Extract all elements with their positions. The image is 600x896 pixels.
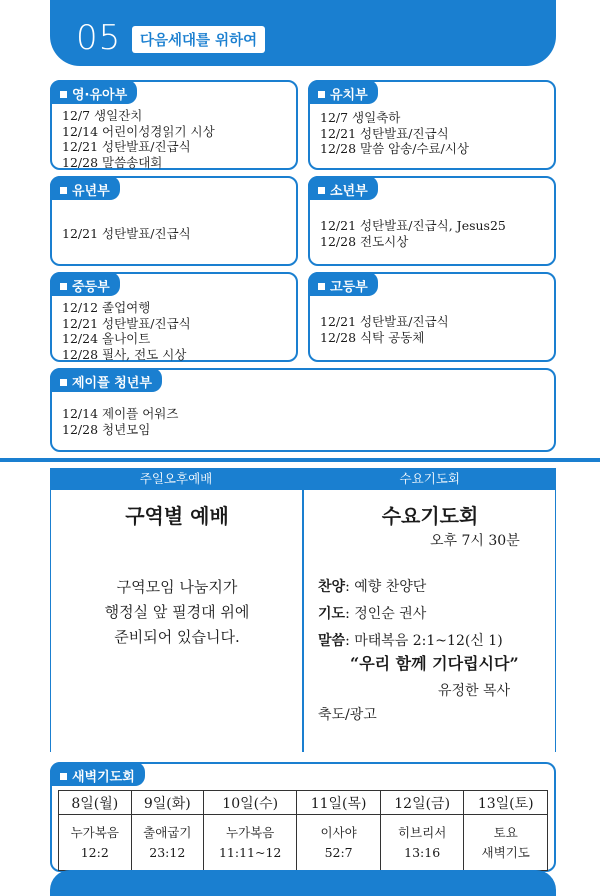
square-bullet-icon bbox=[318, 283, 325, 290]
dept-middle-header: 중등부 bbox=[50, 272, 120, 296]
verse-cell: 히브리서 13:16 bbox=[380, 815, 464, 871]
dept-youth-box bbox=[50, 368, 556, 452]
program-item-prayer: 기도: 정인순 권사 bbox=[318, 606, 427, 622]
verse-cell: 이사야 52:7 bbox=[297, 815, 381, 871]
dept-kinder-list: 12/7 생일축하 12/21 성탄발표/진급식 12/28 말씀 암송/수료/시상 bbox=[320, 110, 469, 156]
dept-middle-box bbox=[50, 272, 298, 362]
dept-infant-list: 12/7 생일잔치 12/14 어린이성경읽기 시상 12/21 성탄발표/진급식 12/28 말씀송대회 bbox=[62, 108, 215, 170]
preacher: 유정한 목사 bbox=[438, 683, 511, 699]
wednesday-title: 수요기도회 bbox=[381, 504, 479, 528]
dept-high-list: 12/21 성탄발표/진급식 12/28 식탁 공동체 bbox=[320, 314, 449, 345]
section-title: 다음세대를 위하여 bbox=[132, 26, 265, 53]
day-header: 10일(수) bbox=[204, 791, 297, 815]
dept-primary-box bbox=[50, 176, 298, 266]
dept-primary-list: 12/21 성탄발표/진급식 bbox=[62, 226, 191, 241]
day-header: 9일(화) bbox=[131, 791, 204, 815]
day-header: 13일(토) bbox=[464, 791, 548, 815]
footer-bar bbox=[50, 870, 556, 896]
dept-youth-header: 제이플 청년부 bbox=[50, 368, 162, 392]
divider-line bbox=[0, 458, 600, 462]
dept-infant-header: 영·유아부 bbox=[50, 80, 137, 104]
dept-kinder-box bbox=[308, 80, 556, 170]
day-header: 8일(월) bbox=[59, 791, 132, 815]
square-bullet-icon bbox=[318, 91, 325, 98]
sermon-title: “우리 함께 기다립시다” bbox=[350, 654, 519, 673]
day-header: 12일(금) bbox=[380, 791, 464, 815]
wednesday-bar: 수요기도회 bbox=[304, 468, 557, 490]
dept-junior-list: 12/21 성탄발표/진급식, Jesus25 12/28 전도시상 bbox=[320, 218, 506, 249]
day-header: 11일(목) bbox=[297, 791, 381, 815]
closing: 축도/광고 bbox=[318, 707, 377, 723]
wednesday-program bbox=[318, 574, 503, 655]
sunday-text: 구역모임 나눔지가 행정실 앞 필경대 위에 준비되어 있습니다. bbox=[104, 578, 250, 646]
dept-middle-list: 12/12 졸업여행 12/21 성탄발표/진급식 12/24 올나이트 12/28 필사, 전도 시상 bbox=[62, 300, 191, 362]
square-bullet-icon bbox=[60, 187, 67, 194]
square-bullet-icon bbox=[60, 773, 67, 780]
dept-primary-header: 유년부 bbox=[50, 176, 120, 200]
sunday-bar: 주일오후예배 bbox=[50, 468, 302, 490]
dept-junior-header: 소년부 bbox=[308, 176, 378, 200]
panel-divider bbox=[302, 468, 304, 752]
dawn-prayer-box bbox=[50, 762, 556, 872]
wednesday-time: 오후 7시 30분 bbox=[430, 533, 520, 549]
section-number: 05 bbox=[76, 18, 122, 58]
verse-cell: 토요 새벽기도 bbox=[464, 815, 548, 871]
dept-high-header: 고등부 bbox=[308, 272, 378, 296]
dawn-schedule-table bbox=[58, 790, 548, 871]
verse-cell: 누가복음 12:2 bbox=[59, 815, 132, 871]
dept-kinder-header: 유치부 bbox=[308, 80, 378, 104]
square-bullet-icon bbox=[318, 187, 325, 194]
section-header bbox=[50, 0, 556, 66]
program-item-word: 말씀: 마태복음 2:1~12(신 1) bbox=[318, 633, 503, 649]
dept-infant-box bbox=[50, 80, 298, 170]
verse-cell: 출애굽기 23:12 bbox=[131, 815, 204, 871]
dept-high-box bbox=[308, 272, 556, 362]
program-item-praise: 찬양: 예향 찬양단 bbox=[318, 579, 427, 595]
dawn-prayer-header: 새벽기도회 bbox=[50, 762, 145, 786]
dept-youth-list: 12/14 제이플 어워즈 12/28 청년모임 bbox=[62, 406, 179, 437]
square-bullet-icon bbox=[60, 283, 67, 290]
dept-junior-box bbox=[308, 176, 556, 266]
square-bullet-icon bbox=[60, 91, 67, 98]
square-bullet-icon bbox=[60, 379, 67, 386]
sunday-title: 구역별 예배 bbox=[125, 504, 229, 528]
verse-cell: 누가복음 11:11~12 bbox=[204, 815, 297, 871]
